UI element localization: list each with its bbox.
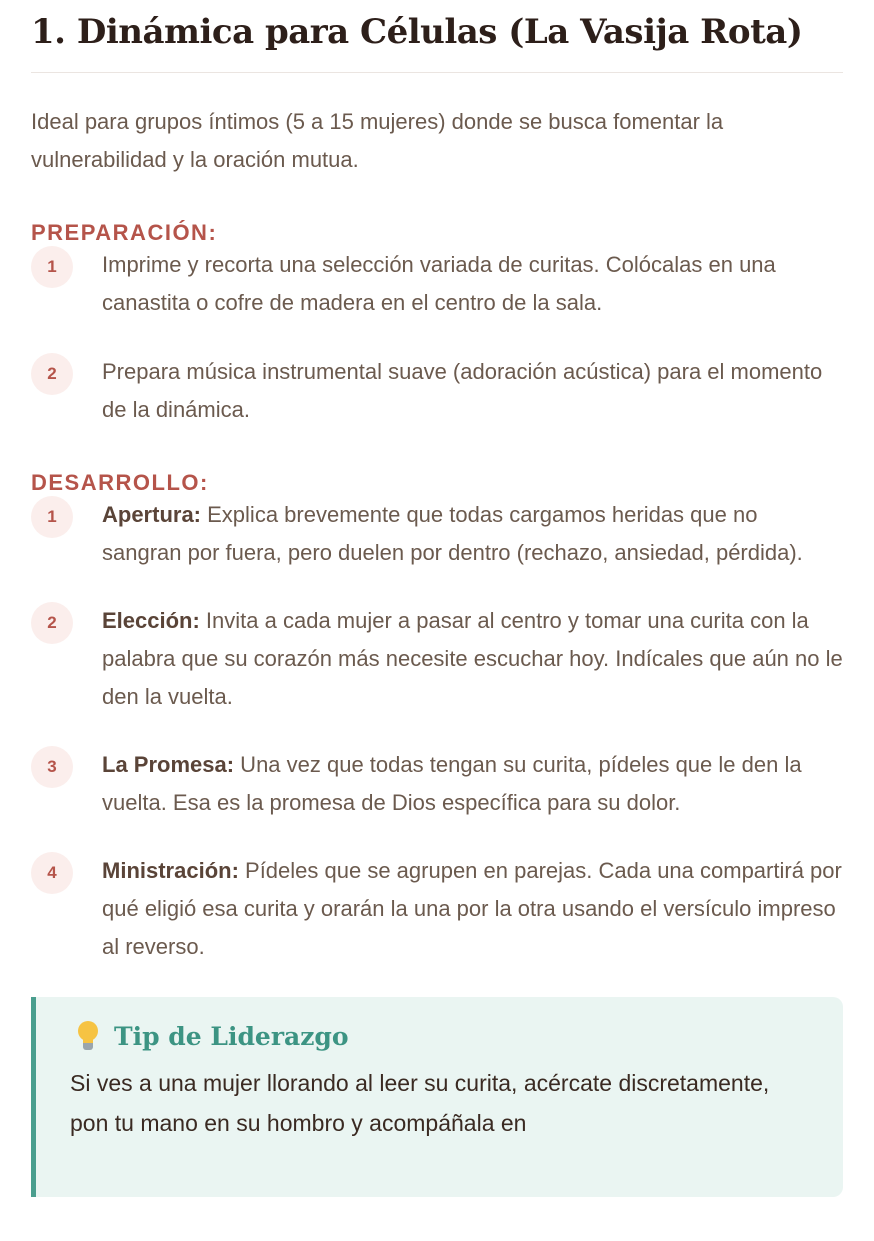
- list-item: [31, 852, 843, 966]
- development-list: [31, 496, 843, 966]
- step-number-badge: 4: [31, 852, 73, 894]
- preparation-list: [31, 246, 843, 429]
- tip-text: Si ves a una mujer llorando al leer su curita, acércate discretamente, pon tu mano en su hombro y acompáñala en: [70, 1070, 770, 1136]
- page-title: 1. Dinámica para Células (La Vasija Rota): [31, 12, 803, 52]
- development-heading: DESARROLLO:: [31, 470, 209, 495]
- tip-title: Tip de Liderazgo: [114, 1021, 349, 1051]
- step-body: Una vez que todas tengan su curita, pídeles que le den la vuelta. Esa es la promesa de Dios específica para su dolor.: [102, 752, 802, 815]
- list-item: [31, 602, 843, 716]
- step-number-badge: 1: [31, 246, 73, 288]
- step-label: Elección:: [102, 608, 200, 633]
- step-number-badge: 2: [31, 353, 73, 395]
- step-number-badge: 3: [31, 746, 73, 788]
- step-number-badge: 2: [31, 602, 73, 644]
- list-item: [31, 746, 843, 822]
- step-number-badge: 1: [31, 496, 73, 538]
- leadership-tip-box: [31, 997, 843, 1197]
- preparation-heading: PREPARACIÓN:: [31, 220, 218, 245]
- step-text: Imprime y recorta una selección variada de curitas. Colócalas en una canastita o cofre de madera en el centro de la sala.: [102, 252, 776, 315]
- step-text: [102, 602, 843, 716]
- list-item: [31, 353, 843, 429]
- lightbulb-icon: [76, 1021, 102, 1051]
- intro-paragraph: Ideal para grupos íntimos (5 a 15 mujeres) donde se busca fomentar la vulnerabilidad y la oración mutua.: [31, 109, 724, 172]
- list-item: [31, 246, 843, 322]
- step-label: Ministración:: [102, 858, 239, 883]
- step-body: Explica brevemente que todas cargamos heridas que no sangran por fuera, pero duelen por dentro (rechazo, ansiedad, pérdida).: [102, 502, 803, 565]
- step-body: Pídeles que se agrupen en parejas. Cada una compartirá por qué eligió esa curita y orarán la una por la otra usando el versículo impreso al reverso.: [102, 858, 842, 959]
- step-body: Invita a cada mujer a pasar al centro y tomar una curita con la palabra que su corazón más necesite escuchar hoy. Indícales que aún no le den la vuelta.: [102, 608, 843, 709]
- step-label: La Promesa:: [102, 752, 235, 777]
- step-text: [102, 852, 843, 966]
- step-label: Apertura:: [102, 502, 202, 527]
- step-text: [102, 746, 843, 822]
- step-text: Prepara música instrumental suave (adoración acústica) para el momento de la dinámica.: [102, 359, 823, 422]
- tip-header: [70, 1021, 813, 1051]
- step-text: [102, 496, 843, 572]
- list-item: [31, 496, 843, 572]
- title-divider: [31, 72, 843, 73]
